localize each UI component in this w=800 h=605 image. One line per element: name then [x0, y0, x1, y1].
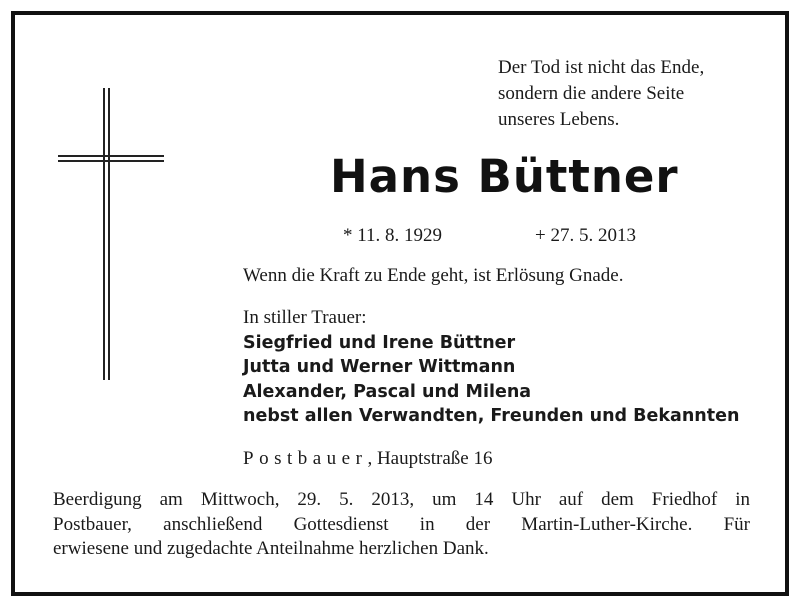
motto — [498, 55, 778, 133]
birth-date: * 11. 8. 1929 — [343, 225, 443, 246]
cross-icon — [58, 88, 164, 380]
death-date: + 27. 5. 2013 — [535, 225, 636, 246]
verse: Wenn die Kraft zu Ende geht, ist Erlösung Gnade. — [243, 265, 624, 286]
town: Postbauer — [243, 448, 368, 469]
funeral-line: erwiesene und zugedachte Anteilnahme herzlichen Dank. — [53, 538, 489, 559]
mourner-line: Siegfried und Irene Büttner — [243, 332, 516, 353]
mourners-intro: In stiller Trauer: — [243, 307, 367, 328]
deceased-name: Hans Büttner — [330, 150, 679, 203]
mourner-address — [243, 448, 493, 470]
mourner-line: nebst allen Verwandten, Freunden und Bekannten — [243, 406, 740, 426]
mourner-line: Jutta und Werner Wittmann — [243, 357, 516, 377]
funeral-notice — [53, 488, 750, 562]
funeral-line: Postbauer, anschließend Gottesdienst in der Martin-Luther-Kirche. Für — [53, 513, 750, 535]
mourner-line: Alexander, Pascal und Milena — [243, 381, 532, 402]
street-address: , Hauptstraße 16 — [367, 448, 493, 469]
motto-line: Der Tod ist nicht das Ende, — [498, 57, 705, 78]
funeral-line: Beerdigung am Mittwoch, 29. 5. 2013, um 14 Uhr auf dem Friedhof in — [53, 489, 750, 510]
motto-line: sondern die andere Seite — [498, 83, 685, 104]
mourners-list — [243, 306, 739, 429]
motto-line: unseres Lebens. — [498, 109, 620, 130]
